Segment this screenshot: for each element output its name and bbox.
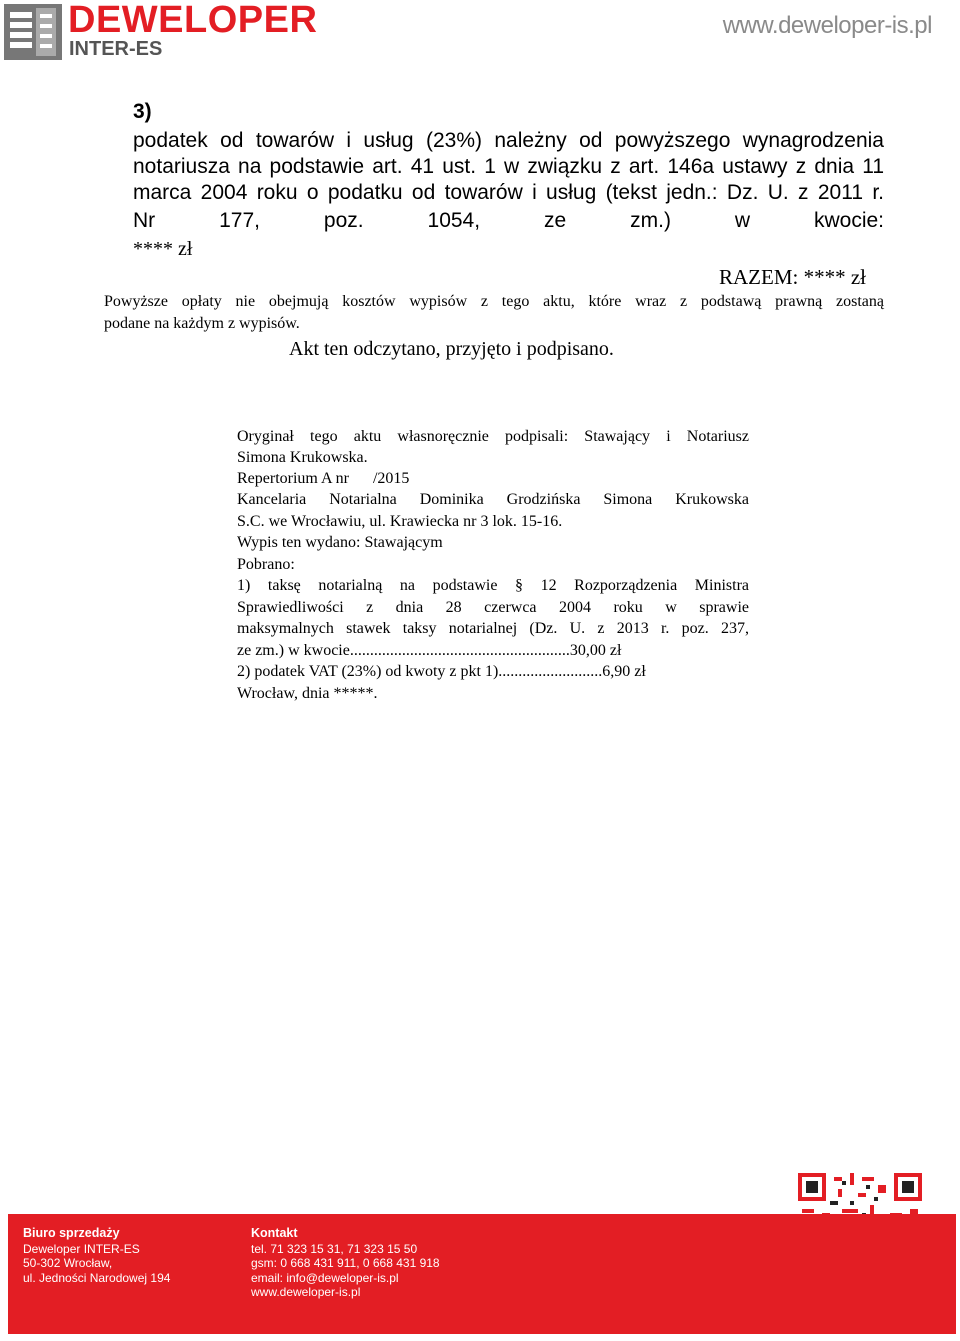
original-line-1: Oryginał tego aktu własnoręcznie podpisali: Stawający i Notariusz [237, 428, 749, 445]
wypis-wydano: Wypis ten wydano: Stawającym [237, 534, 443, 551]
note-line-1: Powyższe opłaty nie obejmują kosztów wypisów z tego aktu, które wraz z podstawą prawną zostaną [104, 293, 884, 310]
section-number: 3) [133, 100, 152, 123]
footer-contact-gsm[interactable]: gsm: 0 668 431 911, 0 668 431 918 [251, 1256, 440, 1270]
akt-closing: Akt ten odczytano, przyjęto i podpisano. [289, 338, 614, 360]
footer-contact-phone[interactable]: tel. 71 323 15 31, 71 323 15 50 [251, 1241, 418, 1256]
footer-sales-line: 50-302 Wrocław, [23, 1256, 113, 1270]
vat-line-4: Nr 177, poz. 1054, ze zm.) w kwocie: [133, 209, 884, 232]
brand-subname: INTER-ES [69, 38, 163, 60]
kancelaria-line-1: Kancelaria Notarialna Dominika Grodzińska Simona Krukowska [237, 491, 749, 508]
building-logo-icon [4, 4, 62, 60]
fee2-line: 2) podatek VAT (23%) od kwoty z pkt 1)..........................6,90 zł [237, 663, 646, 680]
footer-sales-line: Deweloper INTER-ES [23, 1241, 140, 1256]
header-website-link[interactable]: www.deweloper-is.pl [722, 12, 932, 39]
pobrano-label: Pobrano: [237, 556, 295, 573]
vat-line-1: podatek od towarów i usług (23%) należny od powyższego wynagrodzenia [133, 129, 884, 152]
repertorium: Repertorium A nr /2015 [237, 470, 410, 487]
note-line-2: podane na każdym z wypisów. [104, 315, 300, 332]
razem-total: RAZEM: **** zł [719, 265, 866, 289]
vat-line-3: marca 2004 roku o podatku od towarów i usług (tekst jedn.: Dz. U. z 2011 r. [133, 181, 884, 204]
vat-line-2: notariusza na podstawie art. 41 ust. 1 w związku z art. 146a ustawy z dnia 11 [133, 155, 884, 178]
footer-sales-line: ul. Jedności Narodowej 194 [23, 1270, 171, 1285]
page-header [0, 0, 960, 70]
footer-contact-website[interactable]: www.deweloper-is.pl [251, 1285, 361, 1299]
brand-name: DEWELOPER [68, 0, 318, 41]
footer-contact [251, 1226, 440, 1300]
fee1-line-3: maksymalnych stawek taksy notarialnej (Dz. U. z 2013 r. poz. 237, [237, 620, 749, 637]
page-footer [8, 1214, 956, 1334]
footer-contact-email[interactable]: email: info@deweloper-is.pl [251, 1270, 399, 1285]
place-date: Wrocław, dnia *****. [237, 685, 378, 702]
footer-sales-office [23, 1226, 170, 1285]
footer-contact-heading: Kontakt [251, 1226, 298, 1240]
vat-amount: **** zł [133, 238, 193, 260]
kancelaria-line-2: S.C. we Wrocławiu, ul. Krawiecka nr 3 lok. 15-16. [237, 513, 563, 530]
fee1-line-1: 1) taksę notarialną na podstawie § 12 Rozporządzenia Ministra [237, 577, 749, 594]
original-line-2: Simona Krukowska. [237, 449, 368, 466]
fee1-line-4: ze zm.) w kwocie.......................................................30,00 zł [237, 642, 622, 659]
fee1-line-2: Sprawiedliwości z dnia 28 czerwca 2004 roku w sprawie [237, 599, 749, 616]
footer-sales-heading: Biuro sprzedaży [23, 1226, 120, 1240]
